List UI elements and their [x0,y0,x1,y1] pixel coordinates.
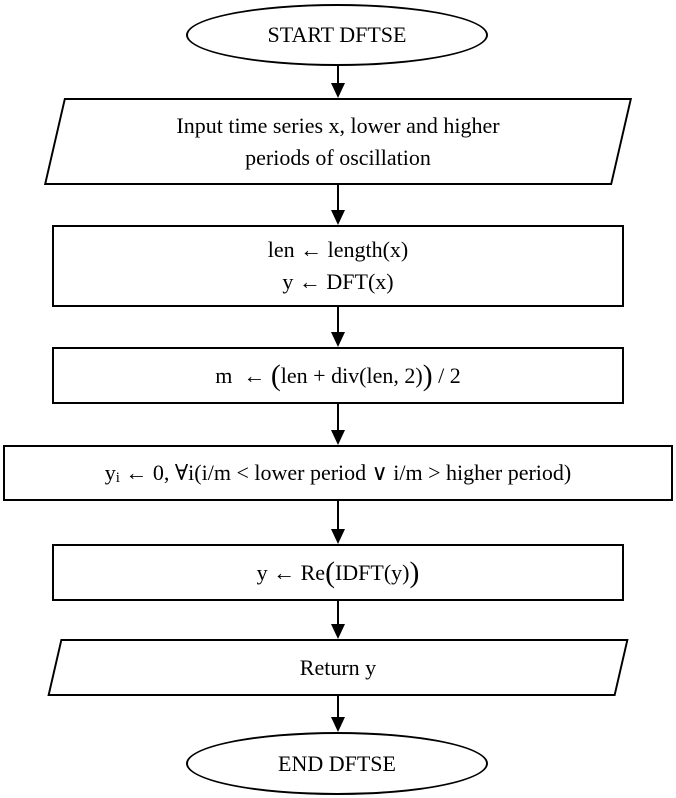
m-assign-prefix: m ← [215,362,271,388]
node-len-dft-process [52,225,624,307]
flow-arrow-return-end [331,696,345,732]
node-return-label: Return y [299,654,377,680]
input-label-line-2: periods of oscillation [245,144,431,170]
arrow-head-icon [331,624,345,639]
zero-coeffs-subscript: i [115,469,120,486]
node-m-assign-label: m ← ( len + div(len, 2) ) / 2 [215,360,461,393]
node-end-label: END DFTSE [278,750,396,776]
node-end-terminator [186,732,488,795]
node-m-assign-process [52,347,624,404]
arrow-line [337,185,339,211]
arrow-head-icon [331,529,345,544]
arrow-line [337,404,339,431]
input-label-line-1: Input time series x, lower and higher [176,112,500,138]
arrow-head-icon [331,717,345,732]
flow-arrow-input-lendft [331,185,345,225]
node-idft-label: y ← Re ( IDFT(y) ) [256,557,420,590]
arrow-line [337,601,339,625]
arrow-head-icon [331,332,345,347]
node-zero-coeffs-process [3,445,673,501]
arrow-line [337,696,339,718]
arrow-head-icon [331,83,345,98]
node-len-dft-label [52,225,624,307]
arrow-head-icon [331,210,345,225]
idft-prefix: y ← Re [256,559,326,585]
idft-inner: IDFT(y) [334,559,410,585]
m-assign-suffix: / 2 [432,362,461,388]
len-dft-label-line-2: y ← DFT(x) [282,269,394,294]
flow-arrow-m-zero [331,404,345,445]
node-zero-coeffs-label [3,445,673,501]
arrow-line [337,66,339,84]
flow-arrow-lendft-m [331,307,345,347]
arrow-head-icon [331,430,345,445]
flow-arrow-zero-idft [331,501,345,544]
flow-arrow-start-input [331,66,345,98]
node-input-io [54,98,622,185]
node-idft-process [52,544,624,601]
node-start-terminator [186,4,488,66]
zero-coeffs-base: y [104,460,116,485]
len-dft-label-line-1: len ← length(x) [267,237,409,262]
node-return-io [54,639,622,696]
m-assign-inner: len + div(len, 2) [280,362,423,388]
node-start-label: START DFTSE [267,22,407,47]
zero-coeffs-rest: ← 0, ∀i(i/m < lower period ∨ i/m > higher period) [119,460,572,485]
flow-arrow-idft-return [331,601,345,639]
arrow-line [337,501,339,530]
node-input-label [54,98,622,185]
arrow-line [337,307,339,333]
